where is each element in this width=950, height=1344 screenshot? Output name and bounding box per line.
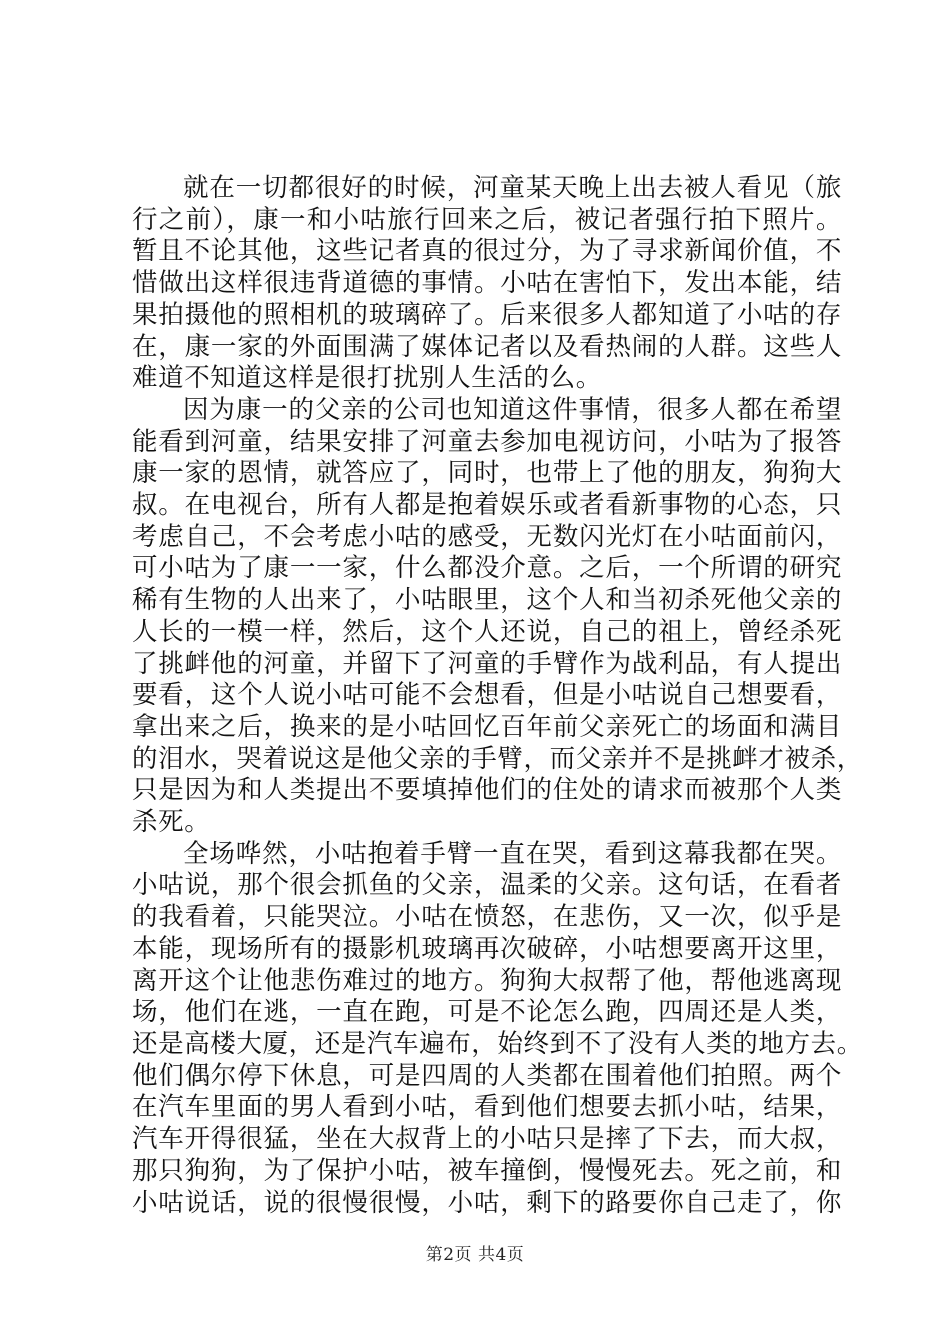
text-line: 惜做出这样很违背道德的事情。小咕在害怕下，发出本能，结 [132,268,842,299]
page-footer [0,1240,950,1265]
text-line: 可小咕为了康一一家，什么都没介意。之后，一个所谓的研究 [132,553,842,584]
paragraph-3 [132,838,863,1219]
text-line: 叔。在电视台，所有人都是抱着娱乐或者看新事物的心态，只 [132,490,842,521]
text-line: 的我看着，只能哭泣。小咕在愤怒，在悲伤，又一次，似乎是 [132,902,842,933]
text-line: 就在一切都很好的时候，河童某天晚上出去被人看见（旅 [183,173,842,203]
text-line: 他们偶尔停下休息，可是四周的人类都在围着他们拍照。两个 [132,1060,842,1091]
text-line: 杀死。 [132,807,211,838]
text-line: 果拍摄他的照相机的玻璃碎了。后来很多人都知道了小咕的存 [132,299,842,330]
text-line: 难道不知道这样是很打扰别人生活的么。 [132,363,602,394]
paragraph-1 [132,173,842,395]
text-line: 考虑自己，不会考虑小咕的感受，无数闪光灯在小咕面前闪， [132,521,842,552]
text-line: 的泪水，哭着说这是他父亲的手臂，而父亲并不是挑衅才被杀， [132,743,863,774]
text-line: 拿出来之后，换来的是小咕回忆百年前父亲死亡的场面和满目 [132,711,842,742]
text-line: 人长的一模一样，然后，这个人还说，自己的祖上，曾经杀死 [132,616,842,647]
text-line: 在汽车里面的男人看到小咕，看到他们想要去抓小咕，结果， [132,1092,842,1123]
text-line: 离开这个让他悲伤难过的地方。狗狗大叔帮了他，帮他逃离现 [132,965,842,996]
text-line: 在，康一家的外面围满了媒体记者以及看热闹的人群。这些人 [132,331,842,362]
text-line: 那只狗狗，为了保护小咕，被车撞倒，慢慢死去。死之前，和 [132,1155,842,1186]
text-line: 小咕说话，说的很慢很慢，小咕，剩下的路要你自己走了，你 [132,1187,842,1218]
body-text [132,173,863,1219]
text-line: 本能，现场所有的摄影机玻璃再次破碎，小咕想要离开这里， [132,933,842,964]
text-line: 康一家的恩情，就答应了，同时，也带上了他的朋友，狗狗大 [132,458,842,489]
text-line: 稀有生物的人出来了，小咕眼里，这个人和当初杀死他父亲的 [132,585,842,616]
text-line: 小咕说，那个很会抓鱼的父亲，温柔的父亲。这句话，在看者 [132,870,842,901]
text-line: 只是因为和人类提出不要填掉他们的住处的请求而被那个人类 [132,775,842,806]
paragraph-2 [132,394,863,839]
text-line: 汽车开得很猛，坐在大叔背上的小咕只是摔了下去，而大叔， [132,1124,842,1155]
text-line: 场，他们在逃，一直在跑，可是不论怎么跑，四周还是人类， [132,997,842,1028]
text-line: 行之前），康一和小咕旅行回来之后，被记者强行拍下照片。 [132,204,842,235]
text-line: 还是高楼大厦，还是汽车遍布，始终到不了没有人类的地方去。 [132,1028,863,1059]
text-line: 全场哗然，小咕抱着手臂一直在哭，看到这幕我都在哭。 [183,838,842,869]
text-line: 了挑衅他的河童，并留下了河童的手臂作为战利品，有人提出 [132,648,842,679]
text-line: 能看到河童，结果安排了河童去参加电视访问，小咕为了报答 [132,426,842,457]
text-line: 因为康一的父亲的公司也知道这件事情，很多人都在希望 [183,394,842,425]
page-number-label: 第2页 共4页 [425,1245,525,1265]
text-line: 要看，这个人说小咕可能不会想看，但是小咕说自己想要看， [132,680,842,711]
text-line: 暂且不论其他，这些记者真的很过分，为了寻求新闻价值，不 [132,236,842,267]
